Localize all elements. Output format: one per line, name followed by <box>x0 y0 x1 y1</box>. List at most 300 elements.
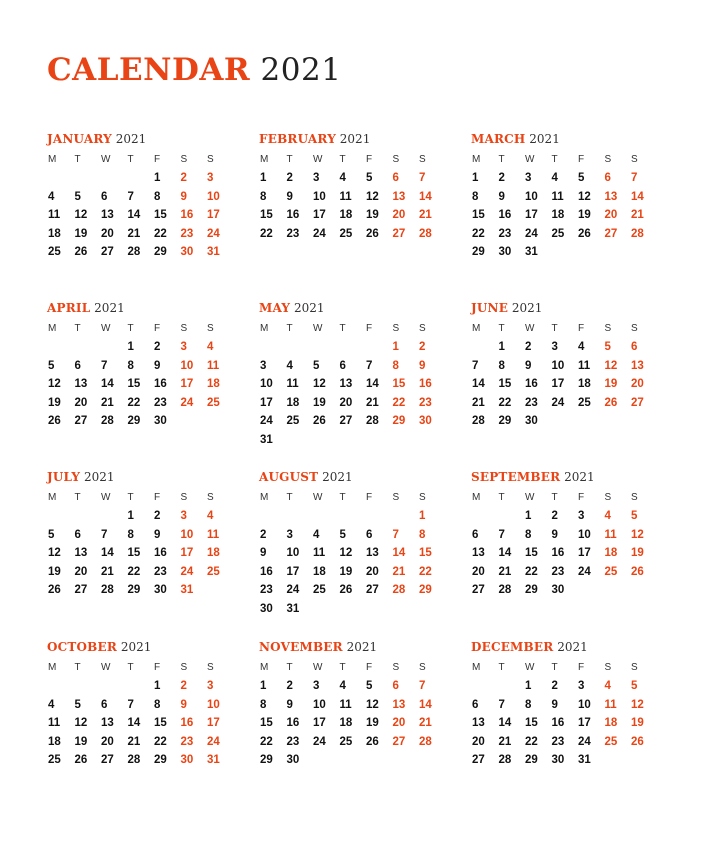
day-cell: 8 <box>525 698 532 711</box>
weekday-header-row <box>47 488 232 507</box>
week-row <box>471 526 656 545</box>
day-cell: 9 <box>286 190 293 203</box>
day-cell: 22 <box>127 396 141 409</box>
day-cell: 26 <box>631 565 644 578</box>
day-cell: 29 <box>154 246 167 259</box>
day-cell: 27 <box>339 415 353 428</box>
week-row <box>259 188 444 207</box>
day-cell: 26 <box>578 227 591 240</box>
weekday-label: T <box>551 323 558 334</box>
weekday-header-row <box>47 150 232 169</box>
day-cell: 24 <box>260 415 273 428</box>
day-cell: 26 <box>366 735 379 748</box>
empty-day-cell <box>392 751 419 770</box>
day-cell: 12 <box>74 209 88 222</box>
day-cell: 6 <box>604 172 611 184</box>
day-cell: 11 <box>207 359 220 372</box>
day-cell: 4 <box>313 528 320 541</box>
day-cell: 30 <box>286 754 300 767</box>
month-year: 2021 <box>508 301 543 315</box>
day-cell: 24 <box>525 227 538 240</box>
weekday-label: S <box>631 662 638 673</box>
week-row <box>47 338 232 357</box>
weekday-label: T <box>286 492 293 503</box>
day-cell: 26 <box>366 227 379 240</box>
day-cell: 18 <box>48 735 61 748</box>
weekday-label: S <box>419 492 426 503</box>
day-cell: 10 <box>313 698 326 711</box>
day-cell: 29 <box>127 415 141 428</box>
month-year: 2021 <box>90 301 125 315</box>
day-cell: 7 <box>101 359 108 372</box>
weekday-label: T <box>74 323 81 334</box>
day-cell: 16 <box>498 209 512 222</box>
weekday-header-row <box>47 319 232 338</box>
empty-day-cell <box>551 412 578 431</box>
week-row <box>471 696 656 715</box>
week-row <box>259 169 444 188</box>
day-cell: 27 <box>101 754 114 767</box>
month-april <box>47 299 232 431</box>
day-cell: 3 <box>286 528 293 541</box>
day-cell: 22 <box>498 396 512 409</box>
weekday-label: T <box>551 492 558 503</box>
day-cell: 18 <box>313 565 326 578</box>
week-row <box>259 526 444 545</box>
empty-day-cell <box>259 507 286 526</box>
day-cell: 13 <box>74 378 88 391</box>
day-cell: 19 <box>366 209 379 222</box>
day-cell: 21 <box>498 735 512 748</box>
day-cell: 6 <box>631 341 638 353</box>
day-cell: 26 <box>313 415 326 428</box>
day-cell: 2 <box>180 680 187 692</box>
weekday-label: F <box>154 492 161 503</box>
day-cell: 1 <box>525 510 532 522</box>
weekday-label: W <box>313 492 323 503</box>
day-cell: 6 <box>101 190 108 203</box>
day-cell: 13 <box>339 378 353 391</box>
day-cell: 7 <box>127 190 134 203</box>
day-cell: 30 <box>551 754 565 767</box>
day-cell: 8 <box>260 698 267 711</box>
week-row <box>259 714 444 733</box>
day-cell: 18 <box>207 378 220 391</box>
empty-day-cell <box>365 338 392 357</box>
weekday-label: W <box>101 492 111 503</box>
week-row <box>471 507 656 526</box>
day-cell: 15 <box>419 547 432 560</box>
day-cell: 8 <box>127 359 134 372</box>
day-cell: 15 <box>127 547 141 560</box>
day-cell: 18 <box>48 227 61 240</box>
month-may <box>259 299 444 450</box>
day-cell: 31 <box>207 246 220 259</box>
empty-day-cell <box>365 507 392 526</box>
day-cell: 21 <box>127 735 141 748</box>
day-cell: 22 <box>472 227 485 240</box>
day-cell: 2 <box>419 341 426 353</box>
day-cell: 2 <box>180 172 187 184</box>
empty-day-cell <box>47 677 74 696</box>
day-cell: 7 <box>127 698 134 711</box>
day-cell: 18 <box>339 209 353 222</box>
day-cell: 9 <box>498 190 505 203</box>
empty-day-cell <box>630 751 657 770</box>
week-row <box>47 751 232 770</box>
day-cell: 16 <box>260 565 273 578</box>
weekday-label: M <box>472 492 481 503</box>
day-cell: 15 <box>260 209 273 222</box>
day-cell: 4 <box>339 172 346 184</box>
day-cell: 21 <box>472 396 485 409</box>
empty-day-cell <box>100 338 127 357</box>
day-cell: 24 <box>180 396 194 409</box>
week-row <box>47 696 232 715</box>
weekday-label: M <box>48 323 57 334</box>
day-cell: 24 <box>207 227 220 240</box>
day-cell: 27 <box>472 754 485 767</box>
day-cell: 24 <box>286 584 300 597</box>
week-row <box>471 677 656 696</box>
day-cell: 31 <box>260 433 273 446</box>
day-cell: 20 <box>392 209 406 222</box>
day-cell: 19 <box>313 396 326 409</box>
month-header <box>47 638 232 656</box>
empty-day-cell <box>47 338 74 357</box>
day-cell: 28 <box>472 415 485 428</box>
day-cell: 19 <box>74 227 88 240</box>
day-cell: 9 <box>260 547 267 560</box>
day-cell: 12 <box>631 698 644 711</box>
day-cell: 29 <box>392 415 406 428</box>
weekday-label: W <box>313 154 323 165</box>
week-row <box>259 563 444 582</box>
weekday-label: T <box>74 662 81 673</box>
day-cell: 9 <box>180 698 187 711</box>
empty-day-cell <box>392 600 419 619</box>
day-cell: 25 <box>339 227 353 240</box>
month-year: 2021 <box>525 132 560 146</box>
day-cell: 7 <box>392 528 399 541</box>
day-cell: 19 <box>366 717 379 730</box>
empty-day-cell <box>312 338 339 357</box>
day-cell: 11 <box>578 359 591 372</box>
day-cell: 7 <box>472 359 479 372</box>
day-cell: 29 <box>525 584 538 597</box>
empty-day-cell <box>74 507 101 526</box>
day-cell: 1 <box>154 172 161 184</box>
day-cell: 6 <box>74 528 81 541</box>
month-name: SEPTEMBER <box>471 470 561 484</box>
week-row <box>47 169 232 188</box>
day-cell: 25 <box>578 396 591 409</box>
day-cell: 13 <box>74 547 88 560</box>
day-cell: 20 <box>74 396 88 409</box>
week-row <box>47 677 232 696</box>
empty-day-cell <box>312 431 339 450</box>
day-cell: 4 <box>286 359 293 372</box>
day-cell: 12 <box>366 190 379 203</box>
weekday-label: M <box>472 662 481 673</box>
month-march <box>471 130 656 262</box>
day-cell: 15 <box>127 378 141 391</box>
week-row <box>471 733 656 752</box>
day-cell: 18 <box>286 396 300 409</box>
month-header <box>47 130 232 148</box>
day-cell: 17 <box>525 209 538 222</box>
day-cell: 2 <box>551 680 558 692</box>
empty-day-cell <box>206 581 233 600</box>
week-row <box>259 431 444 450</box>
day-cell: 9 <box>525 359 532 372</box>
empty-day-cell <box>630 412 657 431</box>
day-cell: 17 <box>207 209 220 222</box>
empty-day-cell <box>604 581 631 600</box>
day-cell: 7 <box>498 698 505 711</box>
month-december <box>471 638 656 770</box>
day-cell: 6 <box>392 680 399 692</box>
month-header <box>47 299 232 317</box>
weekday-label: M <box>48 154 57 165</box>
day-cell: 28 <box>127 754 141 767</box>
day-cell: 20 <box>339 396 353 409</box>
day-cell: 2 <box>154 341 161 353</box>
day-cell: 8 <box>419 528 426 541</box>
day-cell: 21 <box>419 209 432 222</box>
week-row <box>259 696 444 715</box>
day-cell: 24 <box>313 227 326 240</box>
weekday-label: M <box>260 154 269 165</box>
day-cell: 3 <box>578 510 585 522</box>
day-cell: 23 <box>180 735 194 748</box>
week-row <box>471 751 656 770</box>
empty-day-cell <box>127 677 154 696</box>
week-row <box>259 751 444 770</box>
weekday-label: W <box>525 662 535 673</box>
day-cell: 27 <box>631 396 644 409</box>
day-cell: 5 <box>578 172 585 184</box>
day-cell: 23 <box>525 396 538 409</box>
day-cell: 15 <box>154 717 167 730</box>
month-october <box>47 638 232 770</box>
day-cell: 25 <box>48 754 61 767</box>
empty-day-cell <box>339 338 366 357</box>
month-year: 2021 <box>553 640 588 654</box>
weekday-label: T <box>339 154 346 165</box>
day-cell: 20 <box>366 565 379 578</box>
day-cell: 5 <box>313 359 320 372</box>
weekday-header-row <box>259 150 444 169</box>
month-name: AUGUST <box>259 470 319 484</box>
week-row <box>47 544 232 563</box>
day-cell: 6 <box>392 172 399 184</box>
weekday-label: M <box>48 492 57 503</box>
day-cell: 5 <box>631 510 638 522</box>
week-row <box>259 733 444 752</box>
day-cell: 17 <box>578 547 591 560</box>
empty-day-cell <box>339 507 366 526</box>
day-cell: 10 <box>313 190 326 203</box>
day-cell: 5 <box>339 528 346 541</box>
day-cell: 14 <box>472 378 485 391</box>
week-row <box>471 581 656 600</box>
day-cell: 25 <box>551 227 565 240</box>
day-cell: 20 <box>604 209 618 222</box>
day-cell: 14 <box>419 190 432 203</box>
day-cell: 22 <box>525 735 538 748</box>
weekday-label: T <box>286 662 293 673</box>
week-row <box>471 412 656 431</box>
day-cell: 4 <box>578 341 585 353</box>
day-cell: 5 <box>48 528 55 541</box>
week-row <box>471 206 656 225</box>
day-cell: 25 <box>207 565 220 578</box>
day-cell: 23 <box>551 565 565 578</box>
day-cell: 11 <box>48 209 61 222</box>
month-january <box>47 130 232 262</box>
weekday-label: S <box>631 154 638 165</box>
day-cell: 12 <box>366 698 379 711</box>
weekday-label: F <box>154 154 161 165</box>
week-row <box>471 338 656 357</box>
day-cell: 11 <box>48 717 61 730</box>
day-cell: 25 <box>313 584 326 597</box>
weekday-label: F <box>578 492 585 503</box>
day-cell: 18 <box>551 209 565 222</box>
weekday-label: F <box>154 662 161 673</box>
day-cell: 5 <box>604 341 611 353</box>
month-year: 2021 <box>111 132 147 146</box>
day-cell: 2 <box>286 680 293 692</box>
day-cell: 10 <box>207 698 220 711</box>
empty-day-cell <box>286 431 313 450</box>
day-cell: 26 <box>48 415 61 428</box>
empty-day-cell <box>100 169 127 188</box>
day-cell: 29 <box>260 754 273 767</box>
day-cell: 3 <box>313 680 320 692</box>
week-row <box>471 394 656 413</box>
empty-day-cell <box>365 751 392 770</box>
week-row <box>47 412 232 431</box>
day-cell: 26 <box>631 735 644 748</box>
empty-day-cell <box>471 338 498 357</box>
day-cell: 29 <box>419 584 432 597</box>
day-cell: 1 <box>154 680 161 692</box>
day-cell: 30 <box>180 246 194 259</box>
weekday-label: T <box>551 662 558 673</box>
weekday-label: S <box>631 492 638 503</box>
day-cell: 3 <box>260 359 267 372</box>
day-cell: 14 <box>498 547 512 560</box>
day-cell: 9 <box>551 698 558 711</box>
day-cell: 28 <box>101 415 114 428</box>
month-september <box>471 468 656 600</box>
empty-day-cell <box>498 677 525 696</box>
weekday-label: M <box>472 323 481 334</box>
weekday-header-row <box>259 319 444 338</box>
weekday-label: T <box>339 662 346 673</box>
day-cell: 15 <box>472 209 485 222</box>
day-cell: 30 <box>260 602 273 615</box>
day-cell: 29 <box>498 415 512 428</box>
day-cell: 10 <box>525 190 538 203</box>
month-header <box>47 468 232 486</box>
week-row <box>471 169 656 188</box>
weekday-label: T <box>286 154 293 165</box>
day-cell: 4 <box>207 510 214 522</box>
day-cell: 4 <box>48 698 55 711</box>
day-cell: 16 <box>154 378 167 391</box>
month-november <box>259 638 444 770</box>
day-cell: 21 <box>498 565 512 578</box>
day-cell: 2 <box>551 510 558 522</box>
day-cell: 17 <box>180 547 194 560</box>
week-row <box>259 338 444 357</box>
month-name: JANUARY <box>47 132 112 146</box>
day-cell: 8 <box>525 528 532 541</box>
weekday-label: S <box>180 662 188 673</box>
weekday-label: T <box>339 492 346 503</box>
weekday-label: F <box>366 662 373 673</box>
empty-day-cell <box>551 243 578 262</box>
day-cell: 18 <box>578 378 591 391</box>
empty-day-cell <box>577 581 604 600</box>
day-cell: 25 <box>604 565 618 578</box>
day-cell: 4 <box>207 341 214 353</box>
day-cell: 24 <box>578 565 591 578</box>
page-title <box>47 50 341 90</box>
day-cell: 14 <box>101 547 114 560</box>
day-cell: 21 <box>101 396 114 409</box>
day-cell: 28 <box>392 584 406 597</box>
day-cell: 27 <box>101 246 114 259</box>
empty-day-cell <box>418 431 445 450</box>
day-cell: 17 <box>313 209 326 222</box>
day-cell: 8 <box>154 190 161 203</box>
day-cell: 1 <box>525 680 532 692</box>
day-cell: 7 <box>631 172 638 184</box>
weekday-label: T <box>498 323 505 334</box>
weekday-label: T <box>339 323 346 334</box>
day-cell: 31 <box>286 602 300 615</box>
weekday-label: S <box>207 492 214 503</box>
day-cell: 30 <box>419 415 432 428</box>
month-june <box>471 299 656 431</box>
week-row <box>259 507 444 526</box>
day-cell: 28 <box>366 415 379 428</box>
empty-day-cell <box>604 243 631 262</box>
day-cell: 8 <box>472 190 479 203</box>
day-cell: 4 <box>604 680 611 692</box>
month-header <box>259 468 444 486</box>
month-year: 2021 <box>318 470 353 484</box>
weekday-header-row <box>471 319 656 338</box>
day-cell: 16 <box>180 209 194 222</box>
day-cell: 14 <box>127 717 141 730</box>
week-row <box>47 375 232 394</box>
week-row <box>259 394 444 413</box>
weekday-label: S <box>180 492 188 503</box>
day-cell: 24 <box>313 735 326 748</box>
day-cell: 26 <box>74 246 88 259</box>
day-cell: 6 <box>339 359 346 372</box>
weekday-label: T <box>127 154 134 165</box>
month-year: 2021 <box>342 640 378 654</box>
day-cell: 9 <box>419 359 426 372</box>
day-cell: 27 <box>392 227 406 240</box>
week-row <box>259 357 444 376</box>
